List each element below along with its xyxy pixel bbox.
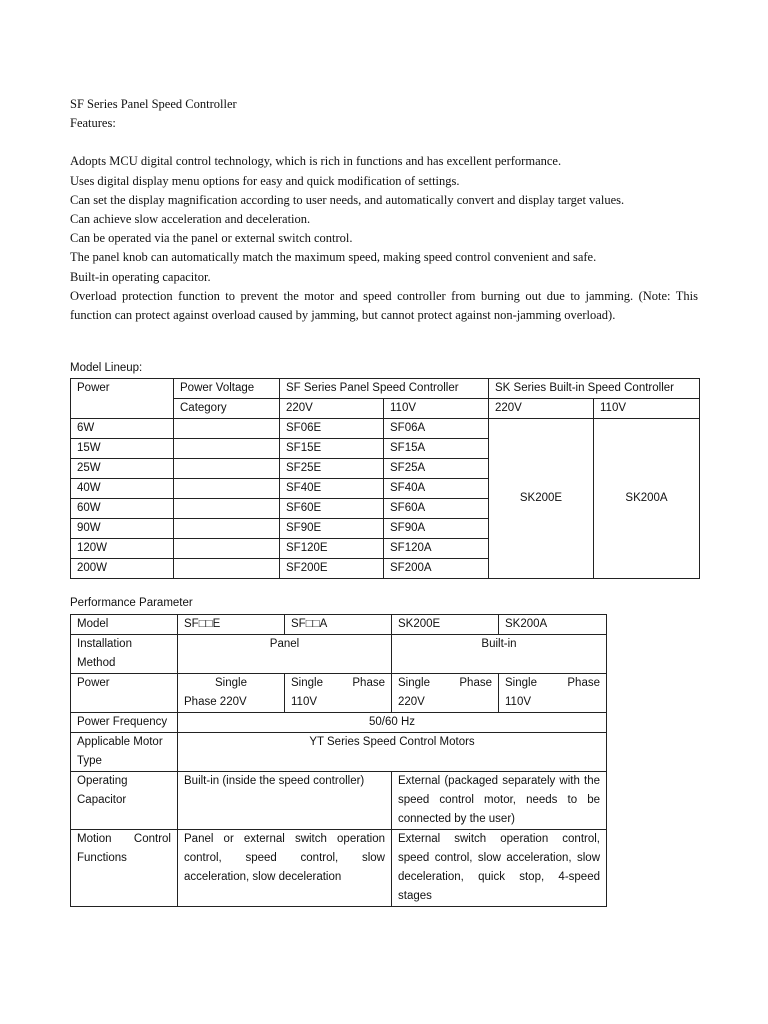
cell-sf-220v: SF15E — [280, 439, 384, 459]
features-label: Features: — [70, 116, 116, 131]
table-row-installation — [71, 635, 607, 674]
cell-power: 6W — [71, 419, 174, 439]
feature-item: The panel knob can automatically match the maximum speed, making speed control convenient and safe. — [70, 250, 597, 265]
frequency-value: 50/60 Hz — [178, 713, 607, 733]
cell-category — [174, 459, 280, 479]
cell-sf-220v: SF40E — [280, 479, 384, 499]
header-sf-series: SF Series Panel Speed Controller — [280, 379, 489, 399]
label-motor-type: Applicable Motor Type — [71, 733, 178, 772]
header-sk-110v: 110V — [594, 399, 700, 419]
feature-item: Overload protection function to prevent the motor and speed controller from burning out due to jamming. (Note: This function can protect against overload caused by jamming, but cannot protect against non-jamming overload). — [70, 288, 698, 323]
model-sk-a: SK200A — [499, 615, 607, 635]
table-row-capacitor — [71, 772, 607, 830]
power-sk-e: Single Phase 220V — [392, 674, 499, 713]
cell-sf-220v: SF25E — [280, 459, 384, 479]
cell-category — [174, 519, 280, 539]
feature-item: Adopts MCU digital control technology, which is rich in functions and has excellent performance. — [70, 154, 562, 169]
header-category: Category — [174, 399, 280, 419]
label-power-frequency: Power Frequency — [71, 713, 178, 733]
cell-sk-220v: SK200E — [489, 419, 594, 579]
header-sf-110v: 110V — [384, 399, 489, 419]
cell-sf-110v: SF120A — [384, 539, 489, 559]
intro-section — [70, 95, 698, 325]
header-sk-220v: 220V — [489, 399, 594, 419]
label-model: Model — [71, 615, 178, 635]
model-lineup-caption: Model Lineup: — [70, 362, 143, 374]
header-sk-series: SK Series Built-in Speed Controller — [489, 379, 700, 399]
cell-sf-110v: SF60A — [384, 499, 489, 519]
installation-panel: Panel — [178, 635, 392, 674]
performance-caption: Performance Parameter — [70, 597, 193, 609]
installation-builtin: Built-in — [392, 635, 607, 674]
label-capacitor: Operating Capacitor — [71, 772, 178, 830]
performance-table — [70, 614, 607, 907]
table-row-model — [71, 615, 607, 635]
feature-item: Uses digital display menu options for easy and quick modification of settings. — [70, 173, 460, 188]
cell-category — [174, 539, 280, 559]
cell-sf-220v: SF120E — [280, 539, 384, 559]
cell-power: 120W — [71, 539, 174, 559]
cell-power: 25W — [71, 459, 174, 479]
table-row-power — [71, 674, 607, 713]
power-sf-a: Single Phase 110V — [285, 674, 392, 713]
table-row-frequency — [71, 713, 607, 733]
document-title: SF Series Panel Speed Controller — [70, 97, 237, 111]
cell-sf-110v: SF90A — [384, 519, 489, 539]
model-lineup-table — [70, 378, 700, 579]
label-power: Power — [71, 674, 178, 713]
cell-power: 60W — [71, 499, 174, 519]
spacer — [70, 133, 698, 152]
model-sk-e: SK200E — [392, 615, 499, 635]
cell-category — [174, 419, 280, 439]
cell-sf-220v: SF200E — [280, 559, 384, 579]
table-row-motion — [71, 830, 607, 907]
feature-item: Can be operated via the panel or external switch control. — [70, 231, 353, 246]
feature-item: Can achieve slow acceleration and deceleration. — [70, 212, 311, 227]
feature-item: Can set the display magnification according to user needs, and automatically convert and display target values. — [70, 192, 625, 207]
cell-power: 200W — [71, 559, 174, 579]
feature-item: Built-in operating capacitor. — [70, 269, 211, 284]
cell-sf-220v: SF90E — [280, 519, 384, 539]
cell-sf-110v: SF25A — [384, 459, 489, 479]
power-sk-a: Single Phase 110V — [499, 674, 607, 713]
capacitor-sk: External (packaged separately with the speed control motor, needs to be connected by the user) — [392, 772, 607, 830]
cell-sf-110v: SF40A — [384, 479, 489, 499]
cell-sf-110v: SF15A — [384, 439, 489, 459]
cell-power: 15W — [71, 439, 174, 459]
cell-sf-110v: SF200A — [384, 559, 489, 579]
cell-category — [174, 559, 280, 579]
motion-sf: Panel or external switch operation control, speed control, slow acceleration, slow deceleration — [178, 830, 392, 907]
cell-power: 90W — [71, 519, 174, 539]
table-header-row — [71, 379, 700, 399]
motor-type-value: YT Series Speed Control Motors — [178, 733, 607, 772]
cell-category — [174, 499, 280, 519]
model-sf-e: SF□□E — [178, 615, 285, 635]
table-row-motor-type — [71, 733, 607, 772]
cell-sk-110v: SK200A — [594, 419, 700, 579]
cell-power: 40W — [71, 479, 174, 499]
cell-sf-110v: SF06A — [384, 419, 489, 439]
capacitor-sf: Built-in (inside the speed controller) — [178, 772, 392, 830]
label-motion-control: Motion Control Functions — [71, 830, 178, 907]
model-sf-a: SF□□A — [285, 615, 392, 635]
header-sf-220v: 220V — [280, 399, 384, 419]
header-power-voltage: Power Voltage — [174, 379, 280, 399]
cell-category — [174, 479, 280, 499]
cell-sf-220v: SF06E — [280, 419, 384, 439]
cell-category — [174, 439, 280, 459]
power-sf-e: Single Phase 220V — [178, 674, 285, 713]
cell-sf-220v: SF60E — [280, 499, 384, 519]
table-row — [71, 419, 700, 439]
motion-sk: External switch operation control, speed control, slow acceleration, slow deceleration, quick stop, 4-speed stages — [392, 830, 607, 907]
label-installation: Installation Method — [71, 635, 178, 674]
header-power: Power — [71, 379, 174, 419]
